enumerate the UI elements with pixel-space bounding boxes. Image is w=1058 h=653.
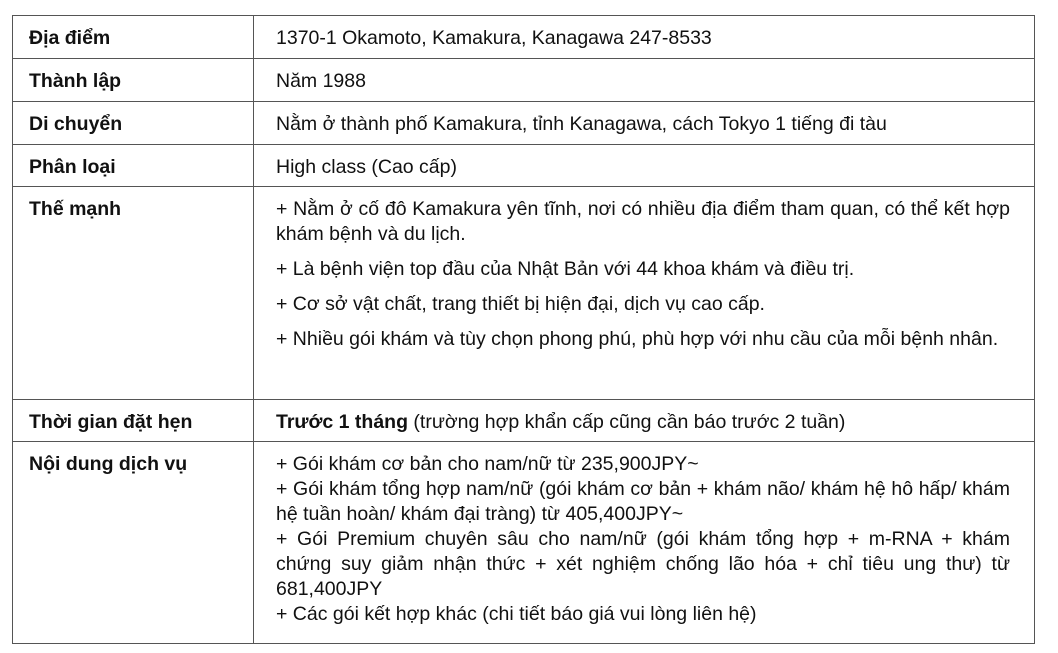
strength-item: + Cơ sở vật chất, trang thiết bị hiện đại, dịch vụ cao cấp.: [276, 293, 765, 315]
row-value-transport: Nằm ở thành phố Kamakura, tỉnh Kanagawa, cách Tokyo 1 tiếng đi tàu: [254, 102, 1035, 145]
row-label-booking: Thời gian đặt hẹn: [13, 400, 254, 442]
row-value-founded: Năm 1988: [254, 59, 1035, 102]
service-item: + Gói khám cơ bản cho nam/nữ từ 235,900JPY~: [276, 453, 699, 475]
service-item: + Gói Premium chuyên sâu cho nam/nữ (gói khám tổng hợp + m-RNA + khám chứng suy giảm nhận thức + xét nghiệm chống lão hóa + chỉ tiêu ung thư) từ 681,400JPY: [276, 528, 1010, 600]
row-label-founded: Thành lập: [13, 59, 254, 102]
row-value-strengths: [254, 187, 1035, 400]
row-value-booking: [254, 400, 1035, 442]
row-label-location: Địa điểm: [13, 16, 254, 59]
hospital-info-table: [12, 15, 1035, 644]
table-row: [13, 102, 1035, 145]
service-item: + Các gói kết hợp khác (chi tiết báo giá vui lòng liên hệ): [276, 603, 757, 625]
strength-item: + Là bệnh viện top đầu của Nhật Bản với 44 khoa khám và điều trị.: [276, 258, 855, 280]
table-row: [13, 442, 1035, 644]
row-label-transport: Di chuyển: [13, 102, 254, 145]
row-label-strengths: Thế mạnh: [13, 187, 254, 400]
service-item: + Gói khám tổng hợp nam/nữ (gói khám cơ bản + khám não/ khám hệ hô hấp/ khám hệ tuần hoàn/ khám đại tràng) từ 405,400JPY~: [276, 478, 1010, 525]
table-row: [13, 59, 1035, 102]
table-row: [13, 400, 1035, 442]
table-row: [13, 16, 1035, 59]
row-label-category: Phân loại: [13, 145, 254, 187]
booking-rest-text: (trường hợp khẩn cấp cũng cần báo trước 2 tuần): [408, 411, 846, 433]
strength-item: + Nhiều gói khám và tùy chọn phong phú, phù hợp với nhu cầu của mỗi bệnh nhân.: [276, 328, 999, 350]
table-row: [13, 187, 1035, 400]
booking-strong-text: Trước 1 tháng: [276, 411, 409, 433]
row-value-services: [254, 442, 1035, 644]
row-label-services: Nội dung dịch vụ: [13, 442, 254, 644]
row-value-location: 1370-1 Okamoto, Kamakura, Kanagawa 247-8533: [254, 16, 1035, 59]
table-row: [13, 145, 1035, 187]
strength-item: + Nằm ở cố đô Kamakura yên tĩnh, nơi có nhiều địa điểm tham quan, có thể kết hợp khám bệnh và du lịch.: [276, 198, 1010, 245]
row-value-category: High class (Cao cấp): [254, 145, 1035, 187]
